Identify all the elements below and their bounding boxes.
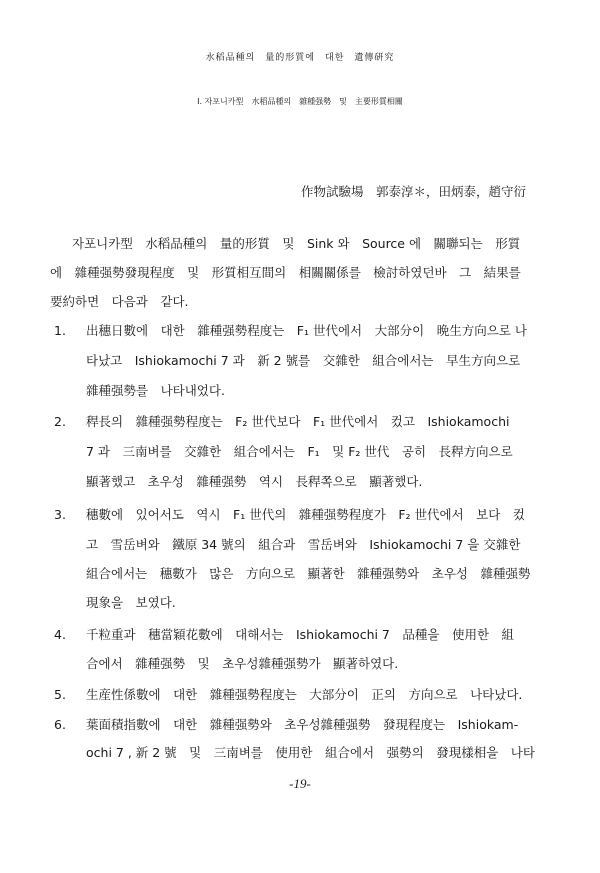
- intro-line-2: 에 雜種强勢發現程度 및 形質相互間의 相關關係를 檢討하였던바 그 結果를: [50, 265, 521, 280]
- item-number-6: 6.: [54, 717, 66, 732]
- item-1-line-2: 타났고 Ishiokamochi 7 과 新 2 號를 交雜한 組合에서는 早生方向으로: [86, 353, 521, 368]
- item-2-line-2: 7 과 三南벼를 交雜한 組合에서는 F₁ 및 F₂ 世代 공히 長稈方向으로: [86, 444, 513, 459]
- item-3-line-1: 穗數에 있어서도 역시 F₁ 世代의 雜種强勢程度가 F₂ 世代에서 보다 컸: [86, 507, 525, 522]
- item-number-5: 5.: [54, 687, 66, 702]
- item-number-3: 3.: [54, 507, 66, 522]
- author-affiliation: 作物試驗場 郭泰淳＊，田炳泰，趙守衍: [300, 184, 526, 199]
- item-1-line-3: 雜種强勢를 나타내었다.: [86, 383, 225, 398]
- item-6-line-1: 葉面積指數에 대한 雜種强勢와 초우성雜種强勢 發現程度는 Ishiokam-: [86, 717, 519, 732]
- paper-title: 水稻品種의 量的形質에 대한 遺傳硏究: [205, 53, 395, 63]
- item-number-4: 4.: [54, 627, 66, 642]
- item-6-line-2: ochi 7 , 新 2 號 및 三南벼를 使用한 組合에서 强勢의 發現樣相을 나타: [86, 745, 535, 760]
- intro-line-3: 要約하면 다음과 같다.: [50, 294, 189, 309]
- item-number-2: 2.: [54, 414, 66, 429]
- page-number: -19-: [289, 776, 311, 791]
- item-4-line-1: 千粒重과 穗當穎花數에 대해서는 Ishiokamochi 7 品種을 使用한 組: [86, 627, 515, 642]
- item-2-line-3: 顯著했고 초우성 雜種强勢 역시 長稈쪽으로 顯著했다.: [86, 474, 423, 489]
- item-3-line-2: 고 雪岳벼와 鐵原 34 號의 組合과 雪岳벼와 Ishiokamochi 7 을 交雜한: [86, 537, 521, 552]
- item-5-line-1: 生産性係數에 대한 雜種强勢程度는 大部分이 正의 方向으로 나타났다.: [86, 687, 523, 702]
- intro-line-1: 자포니카型 水稻品種의 量的形質 및 Sink 와 Source 에 關聯되는 形質: [72, 236, 521, 251]
- item-4-line-2: 合에서 雜種强勢 및 초우성雜種强勢가 顯著하였다.: [86, 656, 399, 671]
- item-3-line-3: 組合에서는 穗數가 많은 方向으로 顯著한 雜種强勢와 초우성 雜種强勢: [86, 566, 531, 581]
- item-3-line-4: 現象을 보였다.: [86, 595, 176, 610]
- item-1-line-1: 出穗日數에 대한 雜種强勢程度는 F₁ 世代에서 大部分이 晩生方向으로 나: [86, 323, 527, 338]
- paper-subtitle: Ⅰ. 자포니카型 水稻品種의 雜種强勢 및 主要形質相關: [197, 97, 403, 106]
- item-number-1: 1.: [54, 323, 66, 338]
- item-2-line-1: 稈長의 雜種强勢程度는 F₂ 世代보다 F₁ 世代에서 컸고 Ishiokamochi: [86, 414, 510, 429]
